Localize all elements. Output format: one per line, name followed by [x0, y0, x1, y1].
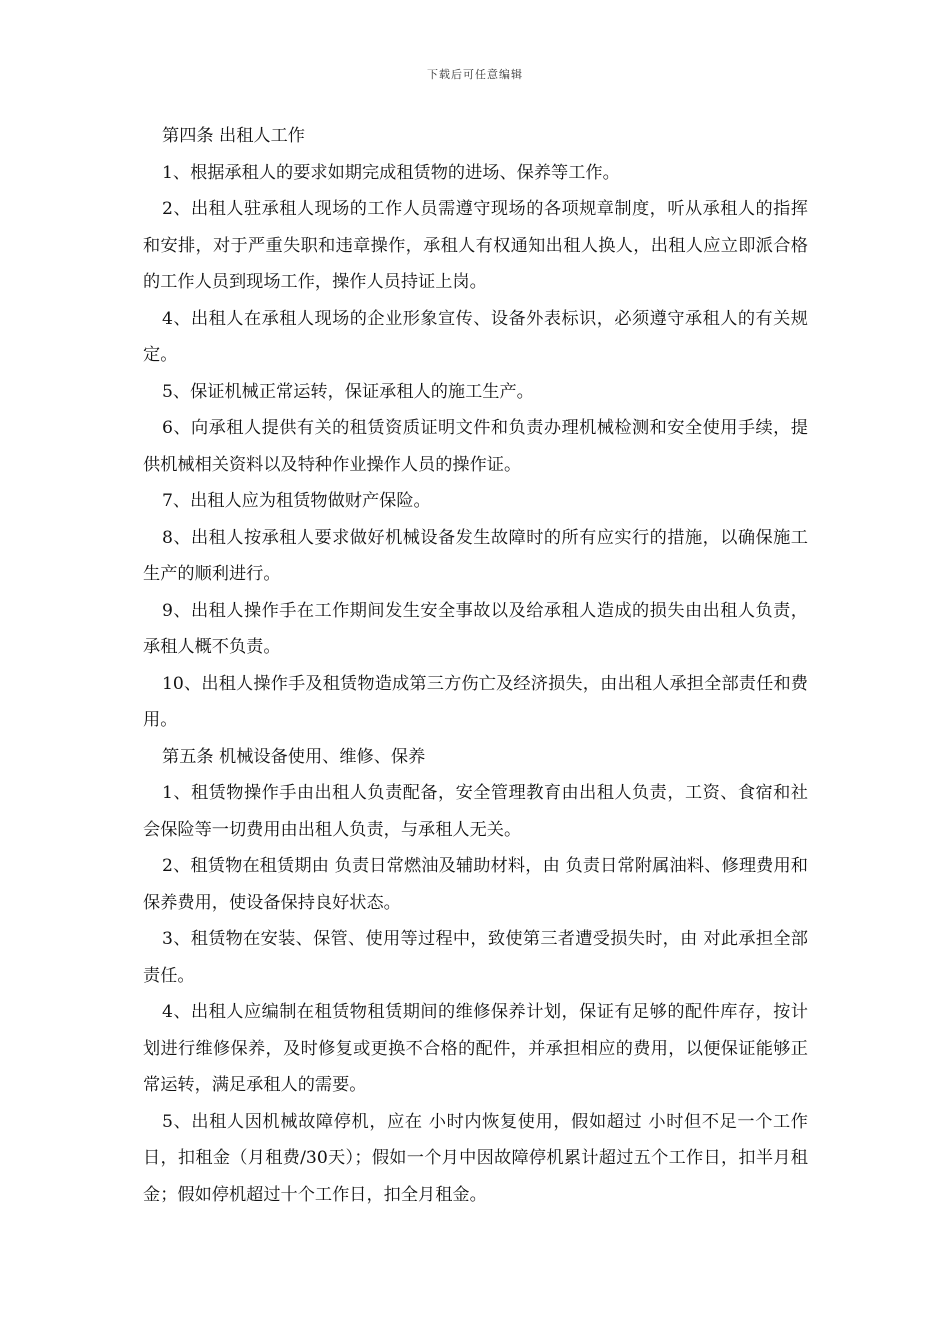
paragraph: 2、出租人驻承租人现场的工作人员需遵守现场的各项规章制度，听从承租人的指挥和安排，对于严重失职和违章操作，承租人有权通知出租人换人，出租人应立即派合格的工作人员到现场工作，操作人员持证上岗。	[143, 199, 808, 292]
paragraph: 2、租赁物在租赁期由 负责日常燃油及辅助材料，由 负责日常附属油料、修理费用和保养费用，使设备保持良好状态。	[143, 856, 808, 913]
section-heading-5: 第五条 机械设备使用、维修、保养	[162, 746, 426, 767]
paragraph: 9、出租人操作手在工作期间发生安全事故以及给承租人造成的损失由出租人负责，承租人概不负责。	[143, 600, 808, 657]
paragraph: 4、出租人在承租人现场的企业形象宣传、设备外表标识，必须遵守承租人的有关规定。	[143, 308, 808, 365]
paragraph: 4、出租人应编制在租赁物租赁期间的维修保养计划，保证有足够的配件库存，按计划进行维修保养，及时修复或更换不合格的配件，并承担相应的费用，以便保证能够正常运转，满足承租人的需要。	[143, 1002, 808, 1095]
paragraph: 5、出租人因机械故障停机，应在 小时内恢复使用，假如超过 小时但不足一个工作日，扣租金（月租费/30天）；假如一个月中因故障停机累计超过五个工作日，扣半月租金；假如停机超过十个工作日，扣全月租金。	[143, 1111, 808, 1205]
paragraph: 5、保证机械正常运转，保证承租人的施工生产。	[162, 381, 534, 402]
section-heading-4: 第四条 出租人工作	[162, 126, 305, 146]
paragraph: 1、租赁物操作手由出租人负责配备，安全管理教育由出租人负责，工资、食宿和社会保险等一切费用由出租人负责，与承租人无关。	[143, 783, 808, 840]
paragraph: 1、根据承租人的要求如期完成租赁物的进场、保养等工作。	[162, 162, 620, 183]
paragraph: 3、租赁物在安装、保管、使用等过程中，致使第三者遭受损失时，由 对此承担全部责任。	[143, 929, 808, 986]
paragraph: 8、出租人按承租人要求做好机械设备发生故障时的所有应实行的措施，以确保施工生产的顺利进行。	[143, 527, 808, 584]
document-body	[143, 118, 808, 1213]
paragraph: 10、出租人操作手及租赁物造成第三方伤亡及经济损失，由出租人承担全部责任和费用。	[143, 673, 808, 730]
paragraph: 7、出租人应为租赁物做财产保险。	[162, 491, 431, 511]
paragraph: 6、向承租人提供有关的租赁资质证明文件和负责办理机械检测和安全使用手续，提供机械相关资料以及特种作业操作人员的操作证。	[143, 418, 808, 475]
header-note: 下载后可任意编辑	[427, 68, 523, 81]
